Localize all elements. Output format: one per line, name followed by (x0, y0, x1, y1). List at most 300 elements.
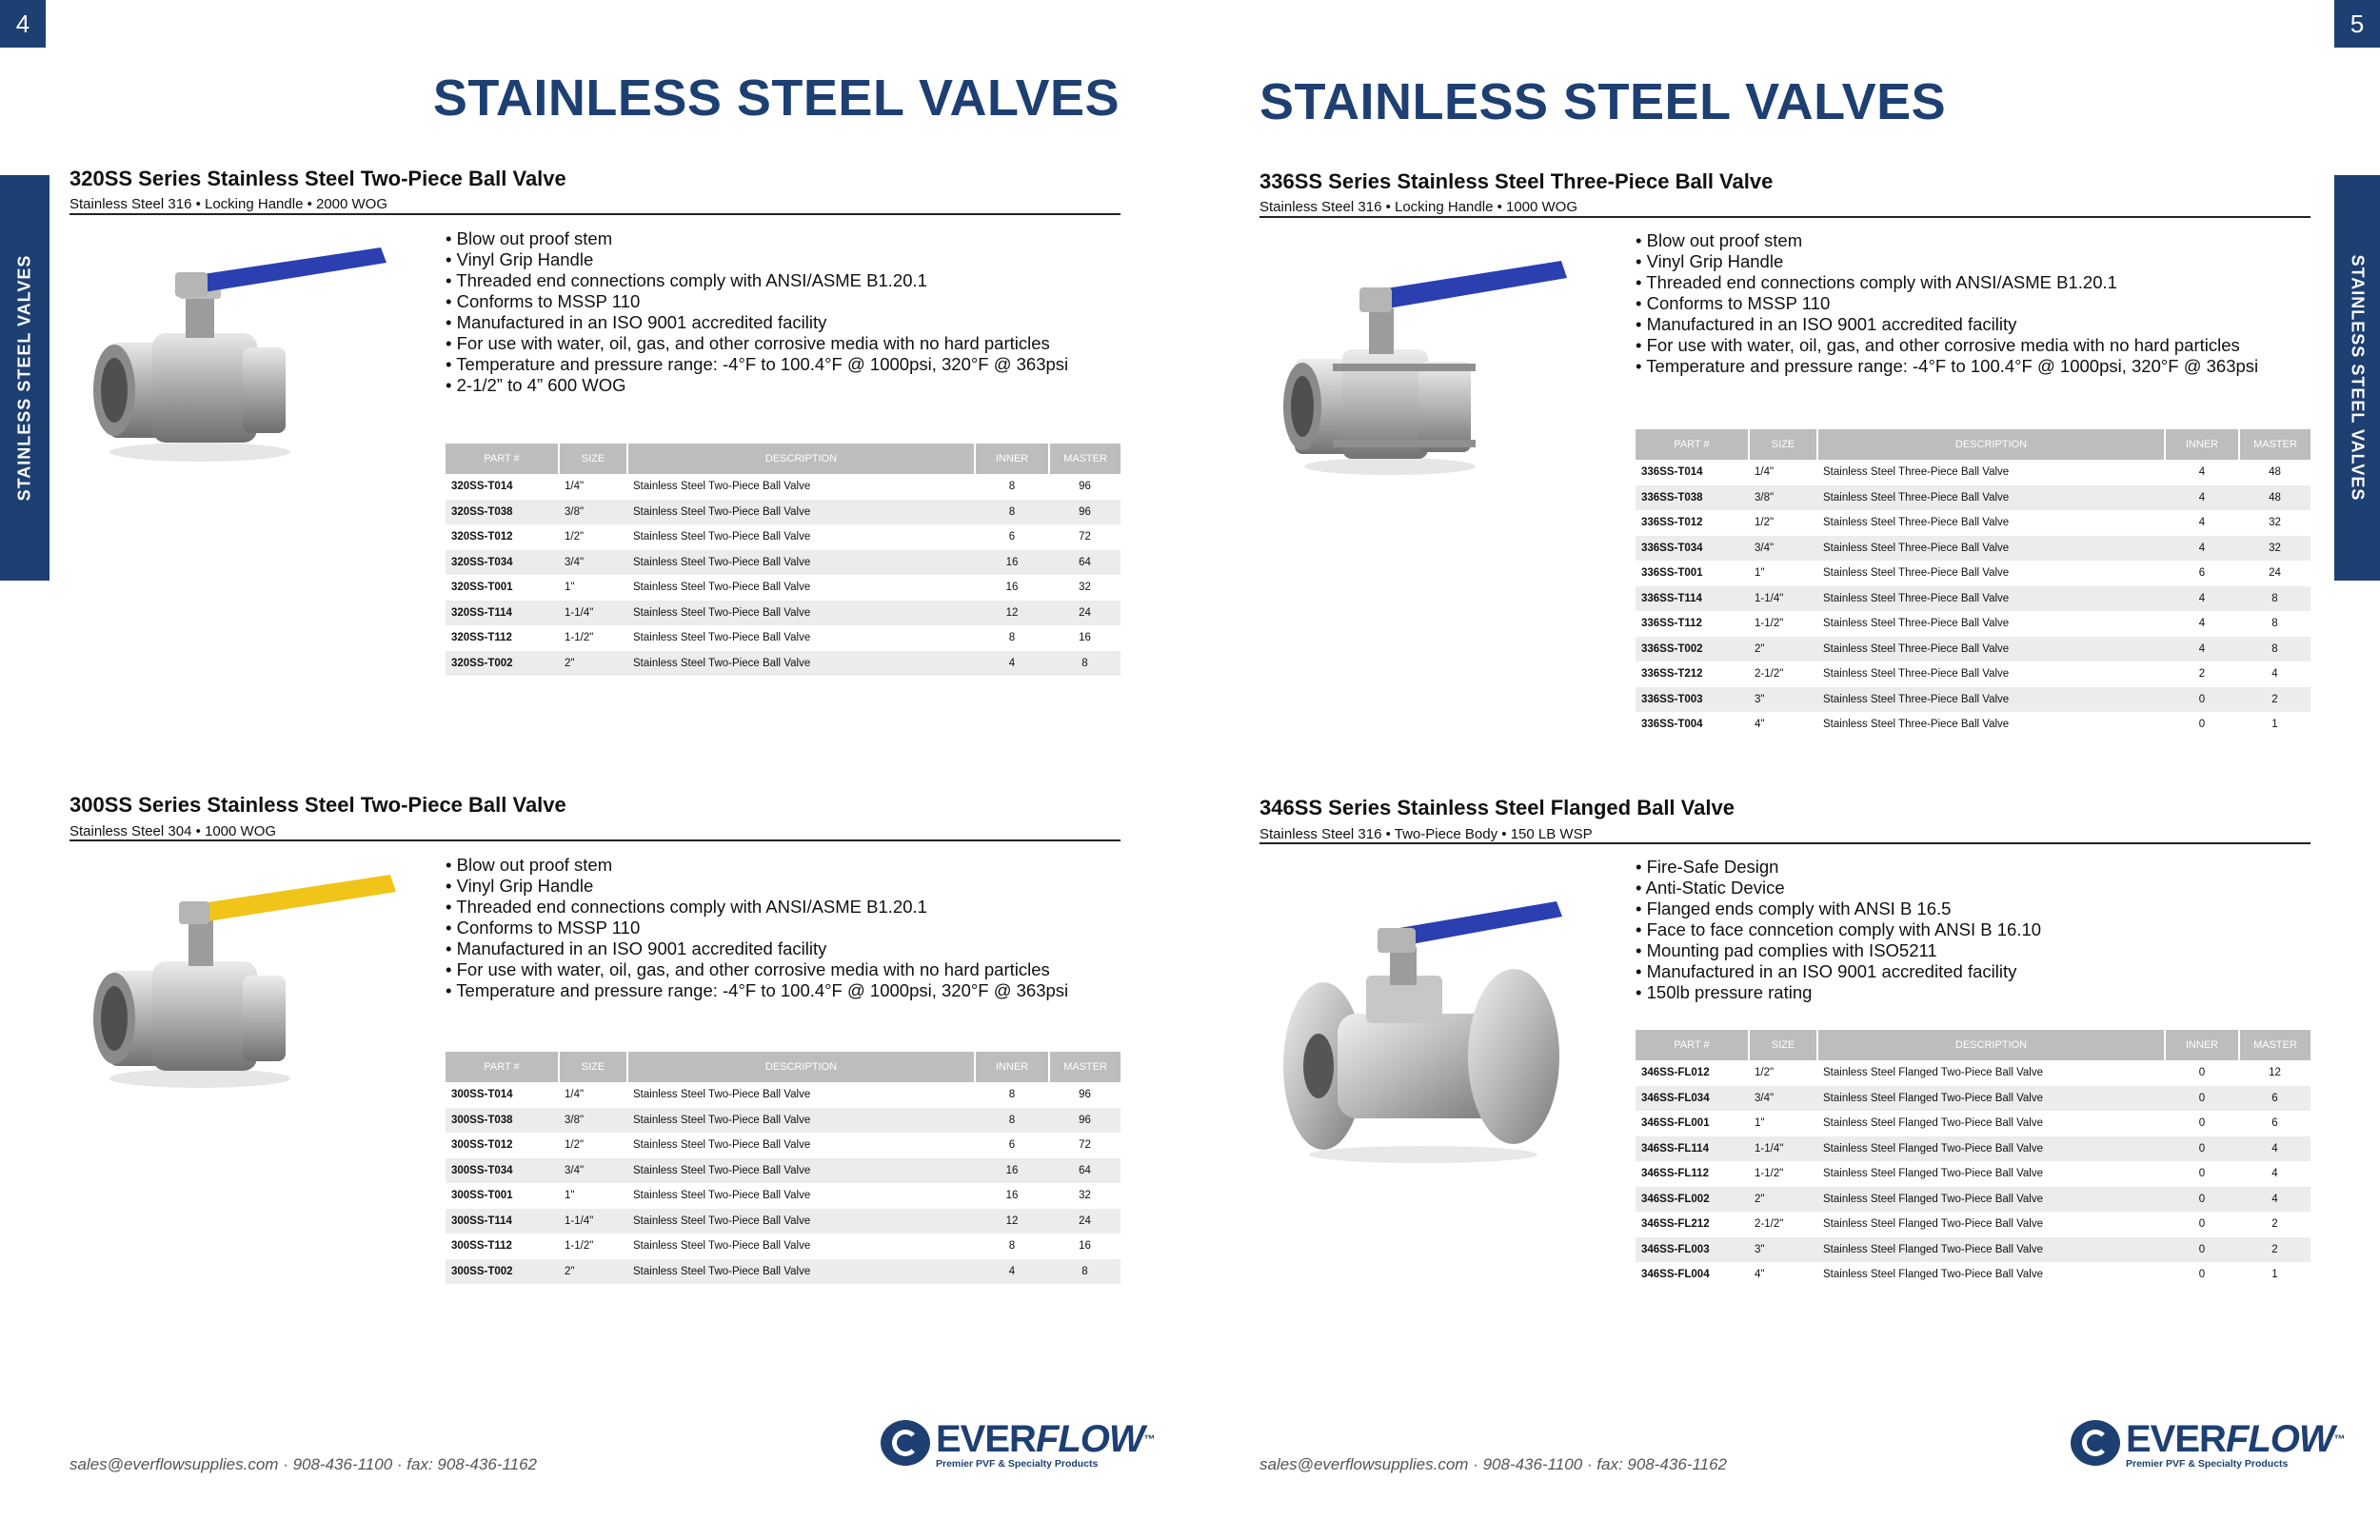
inner-cell: 16 (1005, 582, 1019, 594)
description-cell: Stainless Steel Flanged Two-Piece Ball Valve (1823, 1067, 2043, 1079)
table-header-row (1636, 1030, 2311, 1060)
column-header: MASTER (1049, 1052, 1121, 1082)
description-cell: Stainless Steel Two-Piece Ball Valve (627, 601, 975, 626)
master-cell: 6 (2239, 1086, 2311, 1112)
inner-cell: 8 (1008, 481, 1016, 493)
table-row (1636, 1237, 2311, 1263)
part-number-cell: 320SS-T038 (446, 500, 559, 525)
page-number-right: 5 (2334, 0, 2380, 48)
part-number-cell: 320SS-T002 (446, 651, 559, 677)
master-cell: 24 (1049, 601, 1121, 626)
size-cell: 1-1/2" (1755, 618, 1784, 630)
description-cell: Stainless Steel Flanged Two-Piece Ball Valve (1817, 1237, 2165, 1263)
product-image-320ss (76, 238, 400, 466)
master-cell: 2 (2271, 1218, 2278, 1231)
feature-item: • Temperature and pressure range: -4°F to 100.4°F @ 1000psi, 320°F @ 363psi (1636, 356, 2258, 377)
size-cell: 3/4" (559, 1158, 627, 1184)
master-cell: 32 (2269, 517, 2281, 529)
table-row (1636, 637, 2311, 662)
part-number-cell: 300SS-T002 (446, 1259, 559, 1285)
master-cell: 4 (2239, 1136, 2311, 1162)
spec-table (446, 1052, 1121, 1284)
page-number-left: 4 (0, 0, 46, 48)
inner-cell: 16 (1005, 1190, 1019, 1202)
part-number-cell: 346SS-FL212 (1641, 1218, 1710, 1231)
description-cell: Stainless Steel Two-Piece Ball Valve (633, 582, 811, 594)
table-row (446, 1259, 1121, 1285)
column-header: SIZE (559, 444, 627, 474)
size-cell: 3/8" (1749, 485, 1817, 511)
size-cell: 2" (1749, 1187, 1817, 1213)
inner-cell: 0 (2165, 1237, 2239, 1263)
part-number-cell: 300SS-T038 (446, 1108, 559, 1134)
master-cell: 8 (1049, 651, 1121, 677)
feature-item: • Flanged ends comply with ANSI B 16.5 (1636, 898, 2041, 919)
part-number-cell: 336SS-T038 (1636, 485, 1749, 511)
page-title-right: STAINLESS STEEL VALVES (1259, 73, 1947, 130)
feature-item: • Vinyl Grip Handle (446, 249, 1068, 270)
feature-item: • Blow out proof stem (446, 228, 1068, 249)
feature-item: • Blow out proof stem (446, 855, 1068, 876)
master-cell: 96 (1079, 1089, 1091, 1101)
size-cell: 1/2" (565, 531, 585, 543)
part-number-cell: 320SS-T114 (446, 601, 559, 626)
description-cell: Stainless Steel Three-Piece Ball Valve (1817, 485, 2165, 511)
description-cell: Stainless Steel Three-Piece Ball Valve (1823, 466, 2010, 479)
description-cell: Stainless Steel Flanged Two-Piece Ball Valve (1823, 1117, 2043, 1130)
description-cell: Stainless Steel Two-Piece Ball Valve (627, 1108, 975, 1134)
master-cell: 6 (2271, 1117, 2278, 1130)
inner-cell: 0 (2165, 1187, 2239, 1213)
feature-item: • Blow out proof stem (1636, 230, 2258, 251)
master-cell: 24 (2269, 567, 2281, 580)
section-title: 346SS Series Stainless Steel Flanged Ball Valve (1259, 796, 1735, 819)
column-header: MASTER (1049, 444, 1121, 474)
inner-cell: 0 (2165, 1086, 2239, 1112)
description-cell: Stainless Steel Flanged Two-Piece Ball Valve (1823, 1218, 2043, 1231)
side-tab-label: STAINLESS STEEL VALVES (2348, 254, 2368, 502)
inner-cell: 2 (2198, 668, 2206, 681)
size-cell: 4" (1755, 719, 1765, 731)
section-title: 320SS Series Stainless Steel Two-Piece Ball Valve (69, 167, 566, 190)
size-cell: 3/4" (1749, 536, 1817, 562)
part-number-cell: 336SS-T114 (1636, 586, 1749, 612)
feature-list (446, 228, 1068, 396)
column-header: INNER (975, 444, 1049, 474)
size-cell: 3/4" (559, 550, 627, 576)
master-cell: 8 (1049, 1259, 1121, 1285)
inner-cell: 0 (2198, 1218, 2206, 1231)
part-number-cell: 336SS-T001 (1641, 567, 1703, 580)
logo-ever: EVER (936, 1418, 1036, 1460)
part-number-cell: 320SS-T001 (451, 582, 513, 594)
feature-item: • Manufactured in an ISO 9001 accredited facility (1636, 961, 2041, 982)
feature-item: • For use with water, oil, gas, and other corrosive media with no hard particles (1636, 335, 2258, 356)
part-number-cell: 346SS-FL001 (1641, 1117, 1710, 1130)
master-cell: 4 (2271, 668, 2278, 681)
column-header: PART # (1636, 429, 1749, 460)
column-header: SIZE (559, 1052, 627, 1082)
column-header: MASTER (2239, 1030, 2311, 1060)
inner-cell: 4 (2165, 536, 2239, 562)
master-cell: 1 (2271, 719, 2278, 731)
column-header: DESCRIPTION (627, 1052, 975, 1082)
feature-list (1636, 230, 2258, 377)
feature-item: • Vinyl Grip Handle (1636, 251, 2258, 272)
size-cell: 1-1/2" (565, 632, 594, 644)
master-cell: 2 (2239, 687, 2311, 713)
inner-cell: 0 (2198, 1117, 2206, 1130)
description-cell: Stainless Steel Three-Piece Ball Valve (1823, 567, 2010, 580)
size-cell: 2-1/2" (1755, 1218, 1784, 1231)
table-row (1636, 485, 2311, 511)
side-tab-label: STAINLESS STEEL VALVES (14, 254, 34, 502)
inner-cell: 4 (2198, 618, 2206, 630)
section-subtitle: Stainless Steel 316 • Locking Handle • 2000 WOG (69, 196, 388, 212)
everflow-logo-icon (2071, 1420, 2120, 1466)
logo-flow: FLOW (2225, 1418, 2334, 1460)
part-number-cell: 300SS-T114 (446, 1209, 559, 1234)
inner-cell: 8 (1008, 1240, 1016, 1253)
inner-cell: 0 (2198, 1067, 2206, 1079)
size-cell: 1/2" (1755, 517, 1775, 529)
table-row (1636, 1136, 2311, 1162)
inner-cell: 0 (2198, 1269, 2206, 1281)
column-header: SIZE (1749, 1030, 1817, 1060)
size-cell: 2" (559, 1259, 627, 1285)
table-row (1636, 460, 2311, 485)
table-row (446, 550, 1121, 576)
size-cell: 3/4" (1749, 1086, 1817, 1112)
table-row (1636, 611, 2311, 637)
feature-item: • Mounting pad complies with ISO5211 (1636, 940, 2041, 961)
feature-item: • Conforms to MSSP 110 (446, 918, 1068, 938)
inner-cell: 4 (2165, 485, 2239, 511)
size-cell: 4" (1755, 1269, 1765, 1281)
column-header: PART # (1636, 1030, 1749, 1060)
master-cell: 8 (2271, 618, 2278, 630)
table-row (446, 575, 1121, 601)
description-cell: Stainless Steel Three-Piece Ball Valve (1817, 687, 2165, 713)
master-cell: 48 (2269, 466, 2281, 479)
description-cell: Stainless Steel Two-Piece Ball Valve (627, 1209, 975, 1234)
size-cell: 1/2" (565, 1139, 585, 1152)
size-cell: 3/8" (559, 500, 627, 525)
description-cell: Stainless Steel Two-Piece Ball Valve (627, 500, 975, 525)
feature-item: • For use with water, oil, gas, and other corrosive media with no hard particles (446, 959, 1068, 980)
column-header: MASTER (2239, 429, 2311, 460)
master-cell: 16 (1079, 632, 1091, 644)
description-cell: Stainless Steel Three-Piece Ball Valve (1823, 668, 2010, 681)
size-cell: 1-1/4" (559, 1209, 627, 1234)
everflow-logo (2071, 1420, 2345, 1470)
master-cell: 32 (1079, 582, 1091, 594)
feature-item: • Temperature and pressure range: -4°F to 100.4°F @ 1000psi, 320°F @ 363psi (446, 354, 1068, 375)
master-cell: 96 (1049, 1108, 1121, 1134)
part-number-cell: 320SS-T112 (451, 632, 512, 644)
column-header: DESCRIPTION (1817, 429, 2165, 460)
part-number-cell: 320SS-T014 (451, 481, 513, 493)
inner-cell: 4 (2165, 586, 2239, 612)
part-number-cell: 336SS-T004 (1641, 719, 1703, 731)
size-cell: 3/8" (559, 1108, 627, 1134)
feature-list (1636, 857, 2041, 1003)
section-rule (69, 839, 1121, 841)
table-row (446, 601, 1121, 626)
logo-tagline: Premier PVF & Specialty Products (2126, 1458, 2289, 1470)
part-number-cell: 336SS-T002 (1636, 637, 1749, 662)
part-number-cell: 320SS-T012 (451, 531, 513, 543)
inner-cell: 4 (975, 1259, 1049, 1285)
feature-list (446, 855, 1068, 1001)
description-cell: Stainless Steel Three-Piece Ball Valve (1823, 517, 2010, 529)
everflow-logo (881, 1420, 1155, 1470)
part-number-cell: 320SS-T034 (446, 550, 559, 576)
description-cell: Stainless Steel Two-Piece Ball Valve (627, 651, 975, 677)
logo-tagline: Premier PVF & Specialty Products (936, 1458, 1099, 1470)
inner-cell: 4 (2165, 637, 2239, 662)
section-rule (69, 213, 1121, 215)
inner-cell: 4 (2198, 466, 2206, 479)
table-row (1636, 661, 2311, 687)
inner-cell: 6 (1008, 531, 1016, 543)
size-cell: 1-1/2" (565, 1240, 594, 1253)
master-cell: 96 (1079, 481, 1091, 493)
inner-cell: 12 (975, 1209, 1049, 1234)
feature-item: • For use with water, oil, gas, and other corrosive media with no hard particles (446, 333, 1068, 354)
part-number-cell: 336SS-T112 (1641, 618, 1702, 630)
size-cell: 1-1/4" (1749, 1136, 1817, 1162)
inner-cell: 6 (1008, 1139, 1016, 1152)
table-row (1636, 510, 2311, 536)
size-cell: 2" (559, 651, 627, 677)
feature-item: • Manufactured in an ISO 9001 accredited facility (446, 312, 1068, 333)
master-cell: 2 (2239, 1237, 2311, 1263)
part-number-cell: 336SS-T003 (1636, 687, 1749, 713)
inner-cell: 8 (975, 500, 1049, 525)
inner-cell: 0 (2165, 1136, 2239, 1162)
valve-handle (1380, 261, 1567, 308)
master-cell: 48 (2239, 485, 2311, 511)
size-cell: 2" (1749, 637, 1817, 662)
feature-item: • Conforms to MSSP 110 (446, 291, 1068, 312)
size-cell: 1-1/4" (1749, 586, 1817, 612)
description-cell: Stainless Steel Flanged Two-Piece Ball Valve (1817, 1187, 2165, 1213)
size-cell: 2-1/2" (1755, 668, 1784, 681)
part-number-cell: 336SS-T014 (1641, 466, 1703, 479)
page-title-left: STAINLESS STEEL VALVES (432, 69, 1120, 127)
part-number-cell: 300SS-T001 (451, 1190, 513, 1202)
table-row (446, 1209, 1121, 1234)
table-row (446, 1108, 1121, 1134)
part-number-cell: 346SS-FL012 (1641, 1067, 1710, 1079)
part-number-cell: 346SS-FL002 (1636, 1187, 1749, 1213)
table-row (1636, 1212, 2311, 1237)
table-row (446, 1158, 1121, 1184)
part-number-cell: 300SS-T112 (451, 1240, 512, 1253)
part-number-cell: 300SS-T012 (451, 1139, 513, 1152)
size-cell: 1" (565, 582, 575, 594)
table-row (1636, 1262, 2311, 1288)
feature-item: • Anti-Static Device (1636, 878, 2041, 898)
part-number-cell: 346SS-FL112 (1641, 1168, 1709, 1180)
section-rule (1259, 842, 2311, 844)
description-cell: Stainless Steel Three-Piece Ball Valve (1817, 536, 2165, 562)
table-header-row (446, 1052, 1121, 1082)
feature-item: • Threaded end connections comply with ANSI/ASME B1.20.1 (446, 897, 1068, 918)
size-cell: 1/4" (1755, 466, 1775, 479)
size-cell: 1" (1755, 1117, 1765, 1130)
valve-handle (1399, 901, 1562, 945)
master-cell: 32 (1079, 1190, 1091, 1202)
table-row (1636, 687, 2311, 713)
inner-cell: 0 (2198, 719, 2206, 731)
section-subtitle: Stainless Steel 304 • 1000 WOG (69, 823, 277, 839)
part-number-cell: 336SS-T034 (1636, 536, 1749, 562)
table-row (1636, 1187, 2311, 1213)
part-number-cell: 300SS-T034 (446, 1158, 559, 1184)
description-cell: Stainless Steel Flanged Two-Piece Ball Valve (1817, 1136, 2165, 1162)
logo-ever: EVER (2126, 1418, 2226, 1460)
part-number-cell: 346SS-FL003 (1636, 1237, 1749, 1263)
description-cell: Stainless Steel Two-Piece Ball Valve (633, 1240, 811, 1253)
inner-cell: 6 (2198, 567, 2206, 580)
size-cell: 1" (565, 1190, 575, 1202)
logo-flow: FLOW (1035, 1418, 1144, 1460)
table-row (446, 1082, 1121, 1108)
table-row (446, 474, 1121, 500)
master-cell: 64 (1049, 550, 1121, 576)
master-cell: 1 (2271, 1269, 2278, 1281)
part-number-cell: 336SS-T012 (1641, 517, 1703, 529)
table-row (1636, 1161, 2311, 1187)
logo-tm: ™ (2333, 1432, 2345, 1446)
part-number-cell: 346SS-FL004 (1641, 1269, 1710, 1281)
master-cell: 32 (2239, 536, 2311, 562)
part-number-cell: 336SS-T212 (1641, 668, 1703, 681)
description-cell: Stainless Steel Three-Piece Ball Valve (1817, 586, 2165, 612)
description-cell: Stainless Steel Two-Piece Ball Valve (633, 1139, 811, 1152)
column-header: PART # (446, 444, 559, 474)
feature-item: • Vinyl Grip Handle (446, 876, 1068, 897)
column-header: INNER (2165, 1030, 2239, 1060)
column-header: INNER (975, 1052, 1049, 1082)
table-row (1636, 712, 2311, 738)
description-cell: Stainless Steel Two-Piece Ball Valve (627, 1259, 975, 1285)
inner-cell: 4 (2198, 517, 2206, 529)
table-row (446, 524, 1121, 550)
description-cell: Stainless Steel Two-Piece Ball Valve (633, 1190, 811, 1202)
master-cell: 12 (2269, 1067, 2281, 1079)
master-cell: 8 (2239, 637, 2311, 662)
column-header: PART # (446, 1052, 559, 1082)
spec-table (446, 444, 1121, 676)
size-cell: 3" (1749, 1237, 1817, 1263)
product-image-300ss (76, 861, 400, 1090)
feature-item: • Temperature and pressure range: -4°F to 100.4°F @ 1000psi, 320°F @ 363psi (446, 980, 1068, 1001)
master-cell: 8 (2239, 586, 2311, 612)
description-cell: Stainless Steel Three-Piece Ball Valve (1823, 618, 2010, 630)
table-header-row (446, 444, 1121, 474)
master-cell: 64 (1049, 1158, 1121, 1184)
description-cell: Stainless Steel Two-Piece Ball Valve (633, 632, 811, 644)
side-tab-right (2334, 175, 2380, 581)
size-cell: 1/4" (565, 1089, 585, 1101)
column-header: SIZE (1749, 429, 1817, 460)
table-row (446, 1133, 1121, 1158)
size-cell: 1" (1755, 567, 1765, 580)
logo-tm: ™ (1143, 1432, 1155, 1446)
inner-cell: 16 (975, 1158, 1049, 1184)
table-row (1636, 536, 2311, 562)
description-cell: Stainless Steel Flanged Two-Piece Ball Valve (1823, 1168, 2043, 1180)
section-rule (1259, 216, 2311, 218)
feature-item: • Conforms to MSSP 110 (1636, 293, 2258, 314)
spec-table (1636, 429, 2311, 738)
table-row (1636, 561, 2311, 586)
section-subtitle: Stainless Steel 316 • Two-Piece Body • 150 LB WSP (1259, 826, 1593, 842)
description-cell: Stainless Steel Flanged Two-Piece Ball Valve (1817, 1086, 2165, 1112)
description-cell: Stainless Steel Three-Piece Ball Valve (1823, 719, 2010, 731)
inner-cell: 4 (975, 651, 1049, 677)
inner-cell: 8 (975, 1108, 1049, 1134)
table-header-row (1636, 429, 2311, 460)
valve-handle (190, 247, 387, 293)
product-image-346ss (1271, 890, 1585, 1166)
size-cell: 1/4" (565, 481, 585, 493)
everflow-logo-icon (881, 1420, 930, 1466)
table-row (446, 500, 1121, 525)
feature-item: • Face to face conncetion comply with ANSI B 16.10 (1636, 919, 2041, 940)
description-cell: Stainless Steel Two-Piece Ball Valve (633, 481, 811, 493)
product-image-336ss (1276, 249, 1580, 478)
side-tab-left (0, 175, 50, 581)
size-cell: 1-1/2" (1755, 1168, 1784, 1180)
description-cell: Stainless Steel Two-Piece Ball Valve (633, 1089, 811, 1101)
spec-table (1636, 1030, 2311, 1288)
master-cell: 4 (2271, 1168, 2278, 1180)
description-cell: Stainless Steel Two-Piece Ball Valve (627, 1158, 975, 1184)
master-cell: 16 (1079, 1240, 1091, 1253)
section-title: 336SS Series Stainless Steel Three-Piece Ball Valve (1259, 169, 1774, 193)
feature-item: • 2-1/2” to 4” 600 WOG (446, 375, 1068, 396)
part-number-cell: 346SS-FL034 (1636, 1086, 1749, 1112)
inner-cell: 16 (975, 550, 1049, 576)
feature-item: • Threaded end connections comply with ANSI/ASME B1.20.1 (1636, 272, 2258, 293)
inner-cell: 0 (2198, 1168, 2206, 1180)
feature-item: • Fire-Safe Design (1636, 857, 2041, 878)
table-row (1636, 1111, 2311, 1136)
size-cell: 3" (1749, 687, 1817, 713)
description-cell: Stainless Steel Two-Piece Ball Valve (627, 550, 975, 576)
description-cell: Stainless Steel Three-Piece Ball Valve (1817, 637, 2165, 662)
table-row (446, 651, 1121, 677)
master-cell: 72 (1079, 531, 1091, 543)
section-subtitle: Stainless Steel 316 • Locking Handle • 1000 WOG (1259, 199, 1578, 215)
size-cell: 1-1/4" (559, 601, 627, 626)
inner-cell: 0 (2165, 687, 2239, 713)
feature-item: • Manufactured in an ISO 9001 accredited facility (446, 938, 1068, 959)
description-cell: Stainless Steel Flanged Two-Piece Ball Valve (1823, 1269, 2043, 1281)
table-row (1636, 586, 2311, 612)
footer-contact: sales@everflowsupplies.com · 908-436-1100 · fax: 908-436-1162 (69, 1455, 538, 1473)
feature-item: • 150lb pressure rating (1636, 982, 2041, 1003)
footer-contact: sales@everflowsupplies.com · 908-436-1100 · fax: 908-436-1162 (1259, 1455, 1728, 1473)
column-header: INNER (2165, 429, 2239, 460)
table-row (446, 1234, 1121, 1259)
part-number-cell: 346SS-FL114 (1636, 1136, 1749, 1162)
table-row (1636, 1060, 2311, 1086)
